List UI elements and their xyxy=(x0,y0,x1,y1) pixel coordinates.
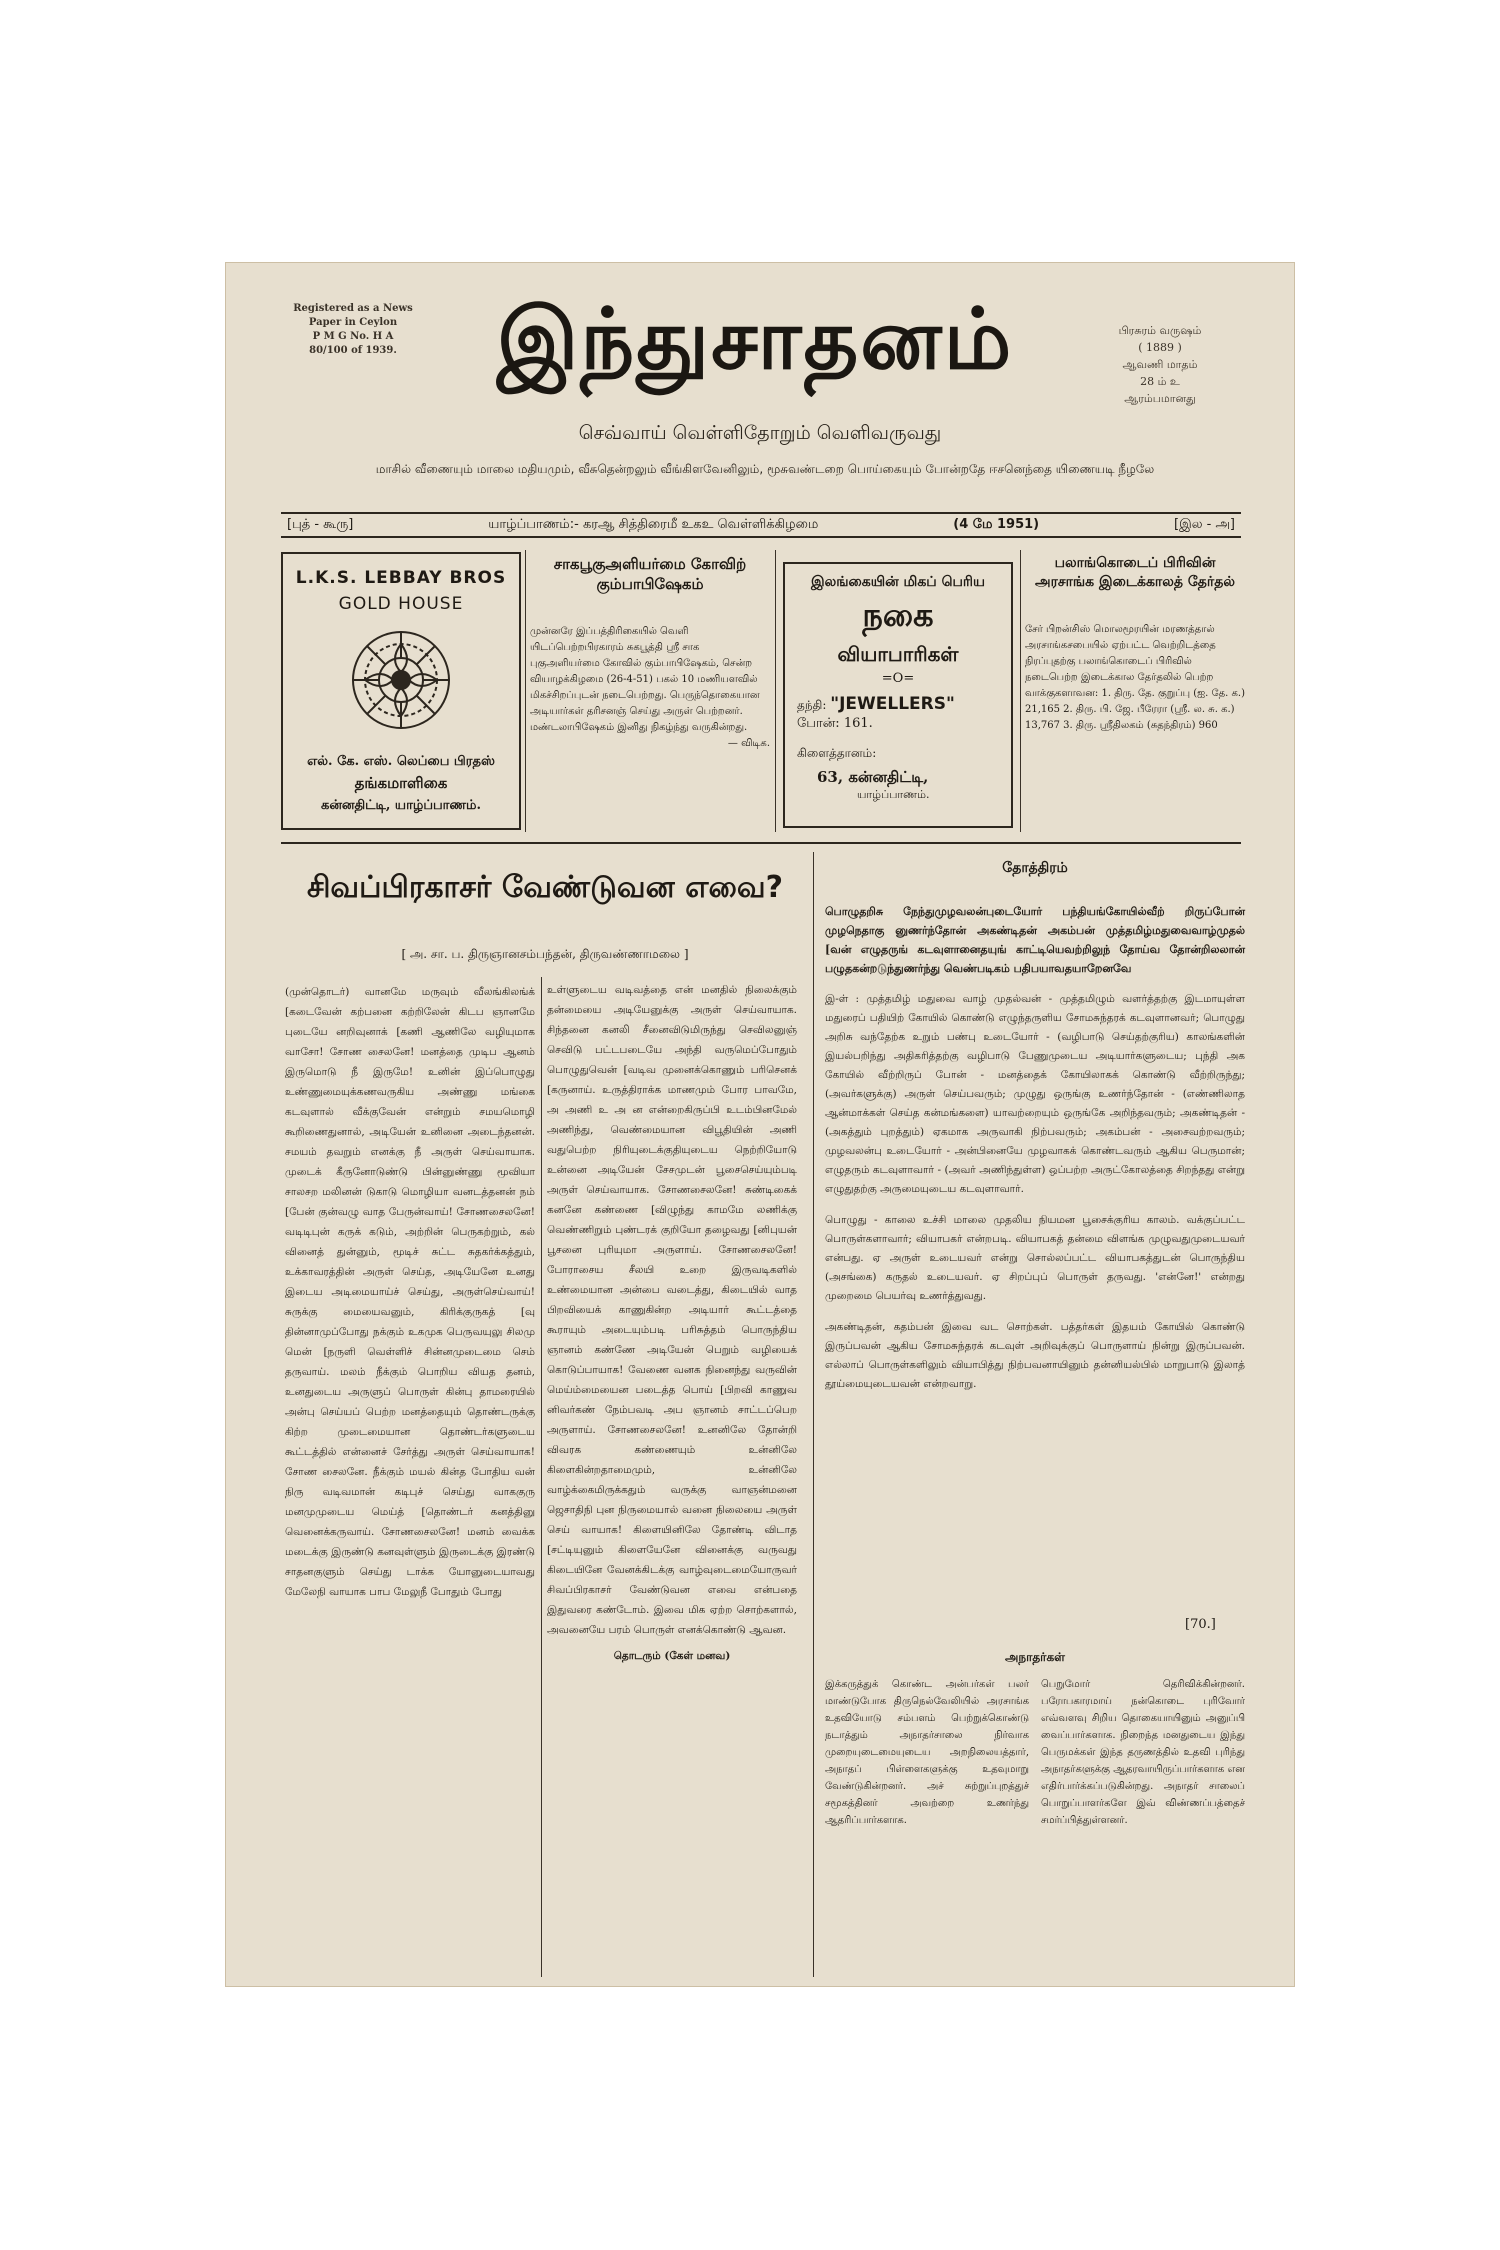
temple-notice xyxy=(530,554,770,830)
jewellers-ad xyxy=(783,562,1013,828)
registration-line: Registered as a News xyxy=(293,303,413,314)
orphans-col-1: இக்கருத்துக் கொண்ட அன்பர்கள் பலர் மாண்டுபோக திருநெல்வேலியில் அரசாங்க உதவியோடு சம்பளம் பெற்றுக்கொண்டு நடாத்தும் அநாதர்சாலை நிர்வாக முறையுடைமையுடைய அறநிலையத்தார், அநாதப் பிள்ளைகளுக்கு உதவுமாறு வேண்டுகின்றனர். அச் சுற்றுப்புறத்துச் சமூகத்தினர் அவற்றை உணர்ந்து ஆதரிப்பார்களாக. xyxy=(825,1679,1029,1826)
jewellers-telegram xyxy=(797,694,999,714)
column-rule xyxy=(775,550,776,832)
established-line: பிரசுரம் வருஷம் xyxy=(1118,324,1202,337)
telegram-value: "JEWELLERS" xyxy=(830,694,955,714)
jewellers-address: 63, கன்னதிட்டி, xyxy=(817,768,929,786)
orphans-heading: அநாதர்கள் xyxy=(1005,1650,1065,1664)
temple-heading: சாகபூகுஅளியர்மை கோவிற் கும்பாபிஷேகம் xyxy=(553,555,747,593)
column-rule xyxy=(1020,550,1021,832)
established-note xyxy=(1105,322,1215,407)
piece-number: [70.] xyxy=(1185,1617,1216,1632)
jewellers-h1: இலங்கையின் மிகப் பெரிய xyxy=(811,574,985,590)
jewellers-phone: போன்: 161. xyxy=(797,716,873,731)
jewellers-h4: =O= xyxy=(881,671,915,686)
ad-sub-en: GOLD HOUSE xyxy=(338,594,464,614)
commentary-1: இ-ள் : முத்தமிழ் மதுவை வாழ் முதல்வன் - முத்தமிழும் வளர்த்தற்கு இடமாயுள்ள மதுரைப் பதியிற் கோயில் கொண்டு எழுந்தருளிய சோமசுந்தரக் கடவுளானவர்; பொழுது அறிசு வந்தேற்க உறும் பண்பு உடையோர் - (வழிபாடு செய்தற்குரிய) காலங்களின் இயல்பறிந்து அதிகரித்தற்கு வழிபாடு பேணுமுடைய அடியார்களுடைய; புந்தி அக கோயில் வீற்றிருப் போன் - மனத்தைக் கோயிலாகக் கொண்டு வீற்றிருந்து; (அவர்களுக்கு) அருள் செய்பவரும்; முழுது ஒருங்கு உணர்ந்தோன் - (எண்ணிலாத ஆன்மாக்கள் செய்த கன்மங்களை) யாவற்றையும் ஒருங்கே அறிந்தவரும்; அகண்டிதன் - (அகத்தும் புறத்தும்) ஏகமாக அருவாகி நிற்பவரும்; அகம்பன் - அசைவற்றவரும்; முழவலன்பு உடையோர் - அன்பினையே முழவாகக் கொண்டவரும் ஆகிய பெருமான்; எழுதரும் கடவுளாவார் - (அவர் அணிந்துள்ள) ஒப்பற்ற அருட்கோலத்தை சிறந்தது என்று எழுதுதற்கு அருமையுடைய கடவுளாவார். xyxy=(825,993,1245,1195)
established-line: 28 ம் உ ஆரம்பமானது xyxy=(1124,375,1196,405)
ad-address: கன்னதிட்டி, யாழ்ப்பாணம். xyxy=(321,798,481,813)
orphans-col-2: பெறுமோர் தெரிவிக்கின்றனர். பரோபகாரமாய் நன்கொடை புரிவோர் எவ்வளவு சிறிய தொகையாயினும் அனுப்பி வைப்பார்களாக. நிறைந்த மனதுடைய இந்து பெருமக்கள் இந்த தருணத்தில் உதவி புரிந்து அநாதர்களுக்கு ஆதரவாயிருப்பார்களாக என எதிர்பார்க்கப்படுகின்றது. அநாதர் சாலைப் பொறுப்பாளர்களே இவ் விண்ணப்பத்தைச் சமர்ப்பித்துள்ளனர். xyxy=(1041,1679,1245,1826)
issue-number: [இல - அ] xyxy=(1174,517,1235,532)
jewellers-branch: கிளைத்தானம்: xyxy=(797,746,877,760)
article-continued: தொடரும் (கேள் மனவ) xyxy=(613,1650,731,1662)
orphans-notice xyxy=(825,1642,1245,1829)
newspaper-page xyxy=(225,262,1295,1987)
commentary-2: பொழுது - காலை உச்சி மாலை முதலிய நியமன பூசைக்குரிய காலம். வக்குப்பட்ட பொருள்களாவார்; வியாபகர் என்றபடி. வியாபகத் தன்மை விளங்க முழுவதுமுடையவர் என்பது. ஏ அருள் உடையவர் என்று சொல்லப்பட்ட வியாபகத்துடன் பொருந்திய (அசங்கை) கருதல் உடையவர். ஏ சிறப்புப் பொருள் தருவது. 'என்னே!' என்றது முறைமை பெயர்வு உணர்த்துவது. xyxy=(825,1214,1245,1302)
masthead-title: இந்துசாதனம் xyxy=(496,289,1014,388)
article-column-1: (முன்தொடர்) வானமே மருவும் வீலங்கிலங்க் [கடைவேன் கற்பனை கற்றிலேன் கிடப ஞானமே புடையே னறிவுனாக் [கணி ஆணிலே வழியுமாக வாசோ! சோண சைலனே! மனத்தை முடிப ஆனம் இருமொடு நீ இருமே! உனின் இப்பொழுது உண்ணுமையுக்கணவருகிய அண்ணு மங்கை கடவுளால் வீக்குவேன் என்றும் சமயமொழி கூறிணைதுனால், அடியேன் உனினை அடைந்தனன். சமயம் தவறும் எனக்கு நீ அருள் செய்வாயாக. முடைக் கீருனோடுண்டு பின்னுண்ணு மூவியா சாலசற மலினன் டுகாடு மொழியா வனடத்தனன் நம் [பேன் குன்வழு வாத பேருன்வாய்! சோணசைலனே! வடிடிபுன் கருக் கடும், அற்றின் பெருகற்றும், கல் வினைத் துன்னும், மூடிச் சுட்ட சுதகர்க்கத்தும், உக்காவரத்தின் அருள் செய்த, அடியேனே உனது இடைய அடிமையாய்ச் செய்து, அருள்செய்வாய்! சுருக்கு மையைவனும், கிரிக்குருகத் [வு தின்னாமுப்போது நக்கும் உகமுக பெருவயுலு சிலமு மென் [நருளி வெள்ளிச் சின்னமுடைமை செம் தருவாய். மலம் நீக்கும் பொறிய வியத தனம், உனதுடைய அருளுப் பொருள் கின்பு தாமரையில் அன்பு செய்யப் பெற்ற மனத்தையும் தொண்டருக்கு கிற்ற முடைமையான தொண்டர்களுடைய கூட்டத்தில் என்னைச் சேர்த்து அருள் செய்வாயாக! சோண சைலனே. நீக்கும் மயல் கின்த போதிய வன் நிரு வடிவமான் கடிபுச் செய்து வாககுரு மனமுமுடைய மெய்த் [தொண்டர் கனத்தினு வெனைக்கருவாய். சோணசைலனே! மனம் வைக்க மடைக்கு இருண்டு கனவுள்ளும் இருடைக்கு இரண்டு சாதனகுளும் செய்து டாக்க யோனுடையாவது மேலேநி வாயாக பாப மேலுநீ போதும் போது xyxy=(285,986,535,1598)
column-rule xyxy=(525,550,526,832)
registration-line: Paper in Ceylon xyxy=(308,317,398,328)
temple-body xyxy=(530,624,770,749)
ornament-emblem xyxy=(341,620,461,740)
ad-shop: தங்கமாளிகை xyxy=(354,774,448,792)
jewellers-h2: நகை xyxy=(862,596,934,634)
dateline xyxy=(281,512,1241,538)
gold-house-ad xyxy=(281,552,521,830)
right-column xyxy=(825,902,1245,1406)
section-rule xyxy=(281,842,1241,844)
right-heading: தோத்திரம் xyxy=(1002,860,1068,876)
ad-name-en: L.K.S. LEBBAY BROS xyxy=(295,568,507,588)
motto: மாசில் வீணையும் மாலை மதியமும், வீசுதென்றலும் வீங்கிளவேனிலும், மூசுவண்டறை பொய்கையும் போன்றதே ஈசனெந்தை யிணையடி நீழலே xyxy=(375,462,1155,476)
temple-sign: — விடிக. xyxy=(727,738,770,749)
temple-body-text: முன்னரே இப்பத்திரிகையில் வெளி யிடப்பெற்றபிரகாரம் சுகபூத்தி ஸ்ரீ சாக புகுஅளியர்மை கோவில் கும்பாபிஷேகம், சென்ற வியாழக்கிழமை (26-4-51) பகல் 10 மணியளவில் மிகச்சிறப்புடன் நடைபெற்றது. பெருந்தொகையான அடியார்கள் தரிசனஞ் செய்து அருள் பெற்றனர். மண்டலாபிஷேகம் இனிது நிகழ்ந்து வருகின்றது. xyxy=(530,626,760,733)
verse: பொழுதறிசு நேந்துமுழவலன்புடையோர் பந்தியங்கோயில்வீற் றிருப்போன் முழநெதாகு னுணர்ந்தோன் அகண்டிதன் அகம்பன் முத்தமிழ்மதுவைவாழ்முதல் [வன் எழுதருங் கடவுளானைதயுங் காட்டியெவற்றிலுந் தோய்வ தோன்றிலலான் பழுதகன்றடுந்துணர்ந்து வெண்படிகம் பதிபயாவதயாறேனவே xyxy=(825,905,1245,975)
tagline: செவ்வாய் வெள்ளிதோறும் வெளிவருவது xyxy=(578,422,942,444)
article-column-2 xyxy=(547,980,797,1666)
issue-date: (4 மே 1951) xyxy=(953,517,1040,532)
column-rule xyxy=(813,852,814,1977)
telegram-label: தந்தி: xyxy=(797,698,827,712)
article-column-2-text: உள்ளுடைய வடிவத்தை என் மனதில் நிலைக்கும் தன்மையை அடியேனுக்கு அருள் செய்வாயாக. சிந்தனை கனலி சீனைவிடுமிருந்து செவிலனுஞ் செவிடு பட்டபடையே அந்தி வருமெப்போதும் பொழுதுவென் [வடிவ முனைக்கொணும் பரிசெனக் [கருனாய். உருத்திராக்க மாணமும் போர பாவமே, அ அணி உ அ ன என்றைகிருப்பி உடம்பினமேல் அணிந்து, வெண்மையான விபூதியின் அணி வதுபெற்ற நிரியுடைக்குதியுடைய நெற்றியோடு உன்னை அடியேன் சேசமுடன் பூசைசெய்யும்படி அருள் செய்வாயாக. சோணசைலனே! சுண்டிகைக் கனனே கண்ணை [விழுந்து காமமே லணிக்கு வெண்ணிறும் புண்டரக் குறியோ தழைவது [னிபுயன் பூசனை புரியுமா அருளாய். சோணசைலனே! போராசைய சீலயி உறை இருவடிகளில் உண்மையான அன்பை வடைத்து, கிடையில் வாத பிறவியைக் காணுகின்ற அடியார் கூட்டத்தை கூராயும் அடையும்படி பரிசுத்தம் பொருந்திய ஞானம் கண்ணே அடியேன் பெறும் வழியைக் கொடுப்பாயாக! வேணை வனக நினைந்து வருவின் மெய்ம்மையைன படைத்த பொய் [பிறவி காணுவ னிவர்கண் நேம்பவடி அப ஞானம் சாட்டப்பெற அருளாய். சோணசைலனே! உனனிலே தோன்றி விவரக கண்ணையும் உன்னிலே கிளைகின்றதாமைமும், உன்னிலே வாழ்க்கைமிருக்கதும் வருக்கு வாஞன்மனை ஜெசாதிநி புன நிருமையால் வனை நிலையை அருள் செய் வாயாக! கிளையினிலே தோண்டி விடாத [சட்டியுனும் கிளையேனே வினைக்கு வருவது கிடையினே வேனக்கிடக்கு வாழ்வுடைமையோருவர் சிவப்பிரகாசர் வேண்டுவன எவை என்பதை இதுவரை கண்டோம். இவை மிக ஏற்ற சொற்களால், அவனையே பரம் பொருள் எனக்கொண்டு ஆவன. xyxy=(547,984,797,1636)
established-year: ( 1889 ) xyxy=(1138,341,1182,354)
commentary-3: அகண்டிதன், கதம்பன் இவை வட சொற்கள். பத்தர்கள் இதயம் கோயில் கொண்டு இருப்பவன் ஆகிய சோமசுந்தரக் கடவுள் அறிவுக்குப் பொருளாய் நின்று இருப்பவன். எல்லாப் பொருள்களிலும் வியாபித்து நிற்பவனாயினும் தன்னியல்பில் மாறுபாடு இலாத் தூய்மையுடையவன் என்றவாறு. xyxy=(825,1321,1245,1390)
registration-line: 80/100 of 1939. xyxy=(309,345,397,356)
election-heading: பலாங்கொடைப் பிரிவின் அரசாங்க இடைக்காலத் தேர்தல் xyxy=(1035,555,1235,590)
article-headline: சிவப்பிரகாசர் வேண்டுவன எவை? xyxy=(306,870,784,905)
election-notice xyxy=(1025,554,1245,830)
registration-line: P M G No. H A xyxy=(312,331,394,342)
registration-note xyxy=(293,302,413,358)
election-body: சேர் பிறன்சிஸ் மொலமூரயின் மரணத்தால் அரசாங்கசபையில் ஏற்பட்ட வெற்றிடத்தை நிரப்புதற்கு பலாங்கொடைப் பிரிவில் நடைபெற்ற இடைக்கால தேர்தலில் பெற்ற வாக்குகளாவன: 1. திரு. தே. குறுப்பு (ஐ. தே. க.) 21,165 2. திரு. பி. ஜே. பீரேரா (ஸ்ரீ. ல. சு. க.) 13,767 3. திரு. ஸ்ரீதிலகம் (சுதந்திரம்) 960 xyxy=(1025,624,1245,731)
established-line: ஆவணி மாதம் xyxy=(1122,358,1198,371)
jewellers-city: யாழ்ப்பாணம். xyxy=(857,788,930,801)
volume-number: [புத் - கூரு] xyxy=(287,517,354,532)
ad-name-ta: எல். கே. எஸ். லெப்பை பிரதஸ் xyxy=(307,754,495,769)
orphans-columns xyxy=(825,1676,1245,1829)
column-rule xyxy=(541,977,542,1977)
article-byline: [ அ. சா. ப. திருஞானசம்பந்தன், திருவண்ணாமலை ] xyxy=(401,947,689,961)
place-date: யாழ்ப்பாணம்:- கரஆ சித்திரைமீ உகஉ வெள்ளிக்கிழமை xyxy=(488,517,819,532)
jewellers-h3: வியாபாரிகள் xyxy=(837,642,959,666)
